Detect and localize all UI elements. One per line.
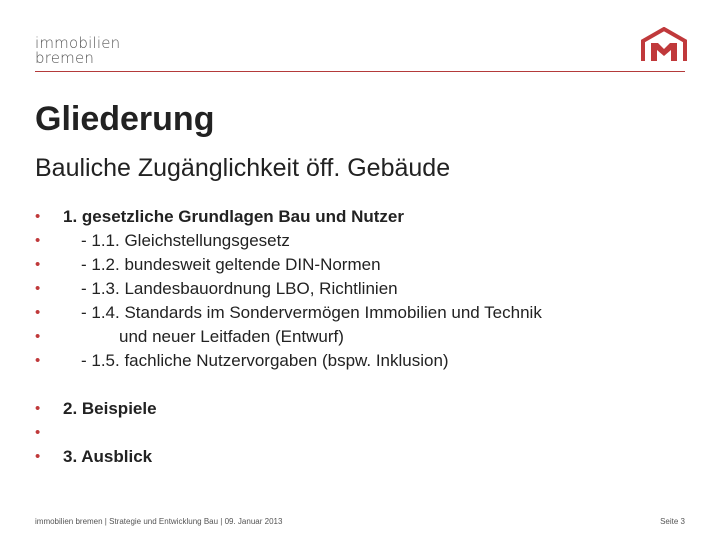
list-item-text: und neuer Leitfaden (Entwurf) — [119, 327, 344, 346]
list-item — [35, 277, 695, 301]
house-with-m-icon — [641, 27, 687, 63]
list-item — [35, 421, 695, 445]
list-item-text: - 1.2. bundesweit geltende DIN-Normen — [81, 255, 381, 274]
bullet-icon: • — [35, 280, 41, 297]
list-item — [35, 445, 695, 469]
list-item-text: 1. gesetzliche Grundlagen Bau und Nutzer — [63, 207, 404, 226]
list-item — [35, 253, 695, 277]
bullet-icon: • — [35, 256, 41, 273]
bullet-icon: • — [35, 208, 41, 225]
list-item — [35, 205, 695, 229]
bullet-list — [35, 205, 695, 469]
bullet-icon: • — [35, 400, 41, 417]
slide-title: Gliederung — [35, 100, 215, 138]
bullet-icon: • — [35, 304, 41, 321]
bullet-icon: • — [35, 352, 41, 369]
header-divider — [35, 71, 685, 72]
page-number: Seite 3 — [660, 517, 685, 526]
list-item — [35, 229, 695, 253]
bullet-icon: • — [35, 328, 41, 345]
list-item-text: - 1.4. Standards im Sondervermögen Immobilien und Technik — [81, 303, 542, 322]
list-item-text: 2. Beispiele — [63, 399, 157, 418]
list-item-text: - 1.1. Gleichstellungsgesetz — [81, 231, 290, 250]
footer-text: immobilien bremen | Strategie und Entwicklung Bau | 09. Januar 2013 — [35, 517, 283, 526]
list-item — [35, 325, 695, 349]
list-item-text: - 1.3. Landesbauordnung LBO, Richtlinien — [81, 279, 398, 298]
bullet-icon: • — [35, 424, 41, 441]
list-item-text: 3. Ausblick — [63, 447, 153, 466]
logo-line-1: immobilien — [35, 34, 121, 52]
logo-line-2: bremen — [35, 49, 95, 67]
list-item — [35, 301, 695, 325]
slide-subtitle: Bauliche Zugänglichkeit öff. Gebäude — [35, 154, 451, 182]
list-item — [35, 349, 695, 373]
logo-wordmark — [35, 36, 120, 66]
list-item-text: - 1.5. fachliche Nutzervorgaben (bspw. Inklusion) — [81, 351, 449, 370]
list-item — [35, 397, 695, 421]
bullet-icon: • — [35, 448, 41, 465]
bullet-icon: • — [35, 232, 41, 249]
